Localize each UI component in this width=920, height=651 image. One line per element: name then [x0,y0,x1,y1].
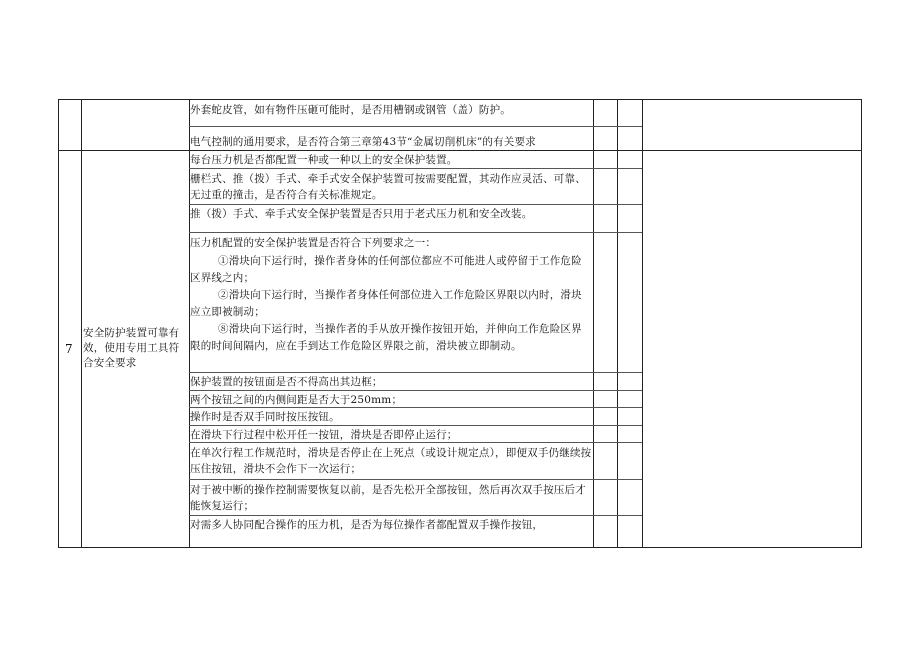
subrow-line [189,126,642,127]
table-top-border [58,99,862,100]
item-title: 安全防护装置可靠有效，使用专用工具符合安全要求 [83,327,180,369]
table-bottom-border [58,547,862,548]
table-right-border [861,99,862,548]
requirement-text: ①滑块向下运行时，操作者身体的任何部位都应不可能进人或停留于工作危险区界线之内； [190,255,582,284]
requirement-text: 压力机配置的安全保护装置是否符合下列要求之一： [190,237,437,249]
requirement-text: 栅栏式、推（拨）手式、牵手式安全保护装置可按需要配置，其动作应灵活、可靠、无过重的撞击，是否符合有关标准规定。 [190,173,586,201]
previous-requirement-text: 外套蛇皮管，如有物件压砸可能时，是否用槽钢或钢管（盖）防护。 [190,104,511,116]
requirement-text: 两个按钮之间的内侧间距是否大于250mm； [190,394,403,406]
subrow-line [189,390,642,391]
subrow-line [189,372,642,373]
item-number: 7 [65,342,73,356]
subrow-line [189,204,642,205]
subrow-line [189,232,642,233]
col-divider-number [81,99,82,548]
subrow-line [189,442,642,443]
subrow-line [189,168,642,169]
requirement-text: 在单次行程工作规范时，滑块是否停止在上死点（或设计规定点），即便双手仍继续按压住按钮，滑块不会作下一次运行； [190,447,592,475]
requirement-text: 保护装置的按钮面是否不得高出其边框； [190,376,383,388]
requirement-text: 操作时是否双手同时按压按钮。 [190,411,340,423]
requirement-text: ⑧滑块向下运行时，当操作者的手从放开操作按钮开始，并伸向工作危险区界限的时间间隔内，应在手到达工作危险区界限之前，滑块被立即制动。 [190,323,582,352]
subrow-line [189,479,642,480]
requirement-text: 对需多人协同配合操作的压力机，是否为每位操作者都配置双手操作按钮， [190,519,544,531]
subrow-line [189,407,642,408]
col-divider-check-2 [642,99,643,548]
requirement-text: 每台压力机是否都配置一种或一种以上的安全保护装置。 [190,154,458,166]
table-left-border [58,99,59,548]
subrow-line [189,425,642,426]
requirement-text: 推（拨）手式、牵手式安全保护装置是否只用于老式压力机和安全改装。 [190,208,533,220]
requirement-text: 在滑块下行过程中松开任一按钮，滑块是否即停止运行； [190,429,458,441]
previous-requirement-text: 电气控制的通用要求，是否符合第三章第43节“金属切削机床”的有关要求 [190,136,536,148]
subrow-line [189,515,642,516]
col-divider-check-1 [617,99,618,548]
requirement-text: 对于被中断的操作控制需要恢复以前，是否先松开全部按钮，然后再次双手按压后才能恢复运行； [190,484,586,512]
requirement-text: ②滑块向下运行时，当操作者身体任何部位进入工作危险区界限以内时，滑块应立即被制动； [190,289,582,318]
col-divider-requirement [593,99,594,548]
row-divider [58,150,862,151]
